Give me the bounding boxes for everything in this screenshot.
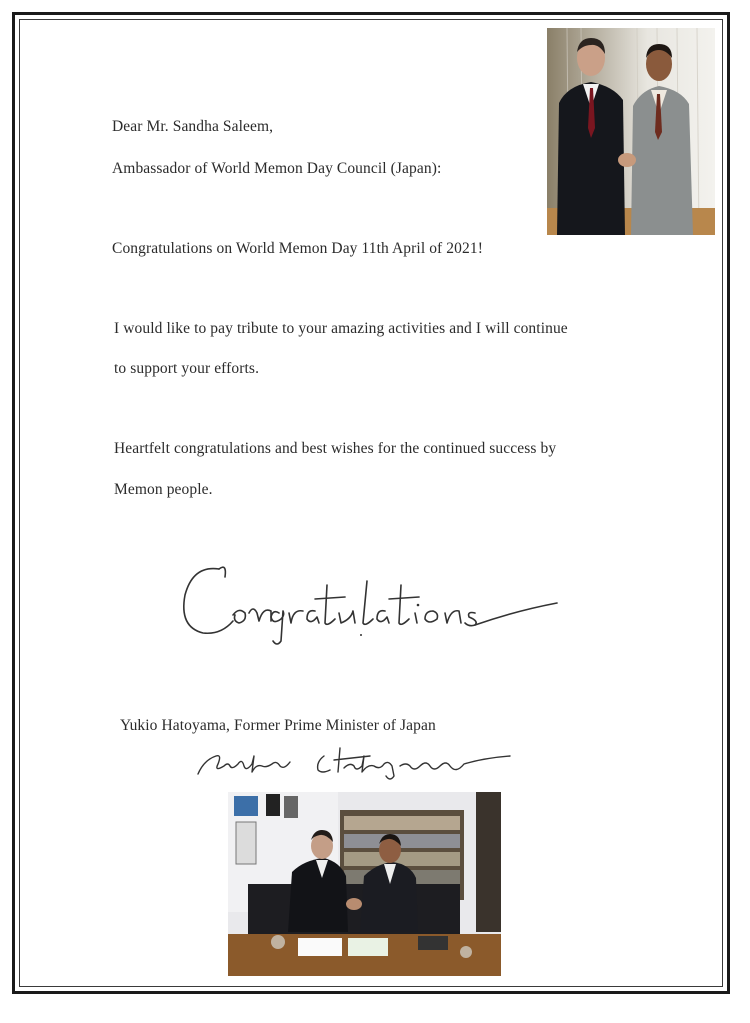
tribute-paragraph-line2: to support your efforts.: [114, 360, 260, 377]
office-meeting-photo: [228, 792, 501, 976]
tribute-paragraph-line1: I would like to pay tribute to your amazing activities and I will continue: [114, 320, 568, 337]
wishes-paragraph-line1: Heartfelt congratulations and best wishes for the continued success by: [114, 440, 557, 457]
handwritten-signature: [194, 742, 514, 782]
salutation: Dear Mr. Sandha Saleem,: [112, 118, 274, 135]
wishes-paragraph-line2: Memon people.: [114, 481, 213, 498]
congratulations-paragraph: Congratulations on World Memon Day 11th April of 2021!: [112, 240, 483, 257]
handshake-photo: [547, 28, 715, 235]
recipient-title: Ambassador of World Memon Day Council (Japan):: [112, 160, 442, 177]
signer-line: Yukio Hatoyama, Former Prime Minister of Japan: [120, 717, 436, 734]
congratulations-calligraphy: [175, 555, 565, 645]
